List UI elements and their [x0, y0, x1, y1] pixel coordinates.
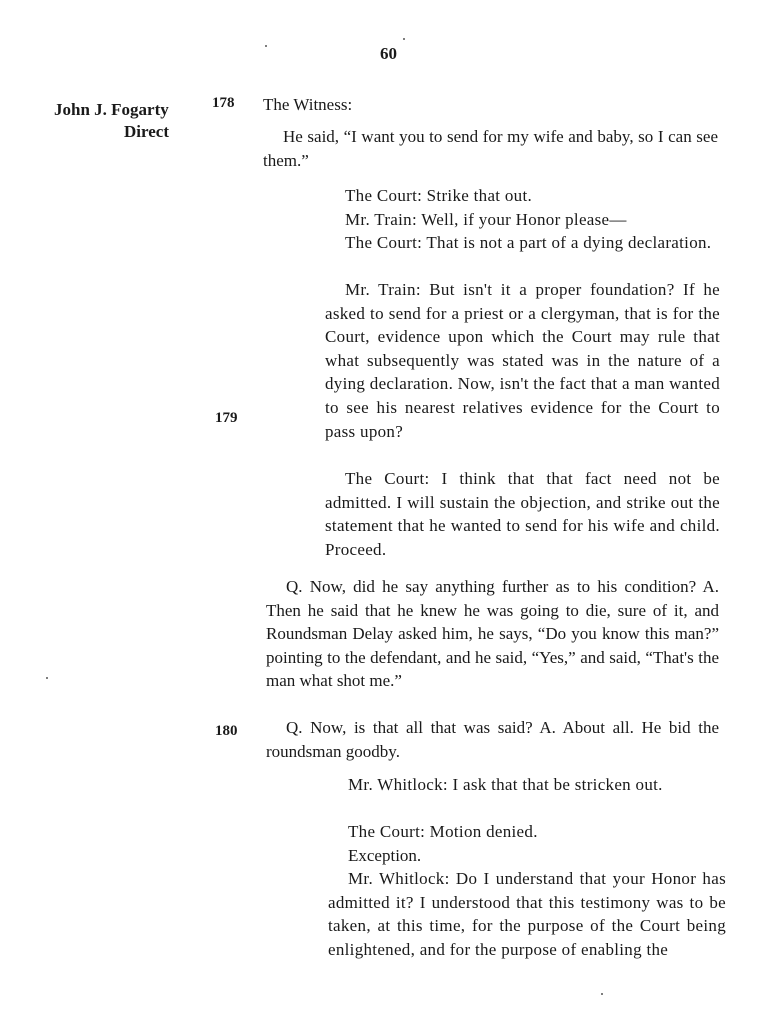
court-strike-statement: The Court: Strike that out.: [345, 186, 533, 205]
page-number: 60: [380, 44, 397, 63]
train-proper-foundation-statement: Mr. Train: But isn't it a proper foundation? If he asked to send for a priest or a clergyman, that is for the Court, evidence upon which the Court may rule that what subsequently was stated was in the nature of a dying declaration. Now, isn't the fact that a man wanted to see his nearest relatives evidence for the Court to pass upon?: [325, 280, 720, 441]
folio-number-178: 178: [212, 95, 235, 111]
court-sustain-objection-statement: The Court: I think that that fact need not be admitted. I will sustain the objection, and strike out the statement that he wanted to send for his wife and child. Proceed.: [325, 469, 720, 559]
court-motion-denied-statement: The Court: Motion denied.: [348, 822, 538, 841]
margin-examination-type: Direct: [124, 122, 169, 141]
question-answer-all-said: Q. Now, is that all that was said? A. About all. He bid the roundsman goodby.: [266, 718, 719, 761]
train-objection-statement: Mr. Train: Well, if your Honor please—: [345, 210, 627, 229]
margin-witness-name: John J. Fogarty: [54, 100, 169, 119]
exception-note: Exception.: [348, 846, 422, 865]
court-dying-declaration-statement: The Court: That is not a part of a dying declaration.: [345, 233, 712, 252]
scan-speck-mark: [46, 677, 48, 679]
scan-speck-mark: [265, 45, 267, 47]
scan-speck-mark: [403, 38, 405, 40]
witness-heading: The Witness:: [263, 95, 353, 114]
folio-number-179: 179: [215, 410, 238, 426]
question-answer-condition: Q. Now, did he say anything further as to his condition? A. Then he said that he knew he was going to die, sure of it, and Roundsman Delay asked him, he says, “Do you know this man?” pointing to the defendant, and he said, “Yes,” and said, “That's the man what shot me.”: [266, 577, 719, 691]
folio-number-180: 180: [215, 723, 238, 739]
testimony-paragraph-wife-baby: He said, “I want you to send for my wife and baby, so I can see them.”: [263, 127, 718, 170]
scan-speck-mark: [601, 993, 603, 995]
whitlock-understanding-statement: Mr. Whitlock: Do I understand that your Honor has admitted it? I understood that this testimony was to be taken, at this time, for the purpose of the Court being enlightened, and for the purpose of enabling the: [328, 869, 726, 959]
whitlock-motion-statement: Mr. Whitlock: I ask that that be stricken out.: [348, 775, 663, 794]
